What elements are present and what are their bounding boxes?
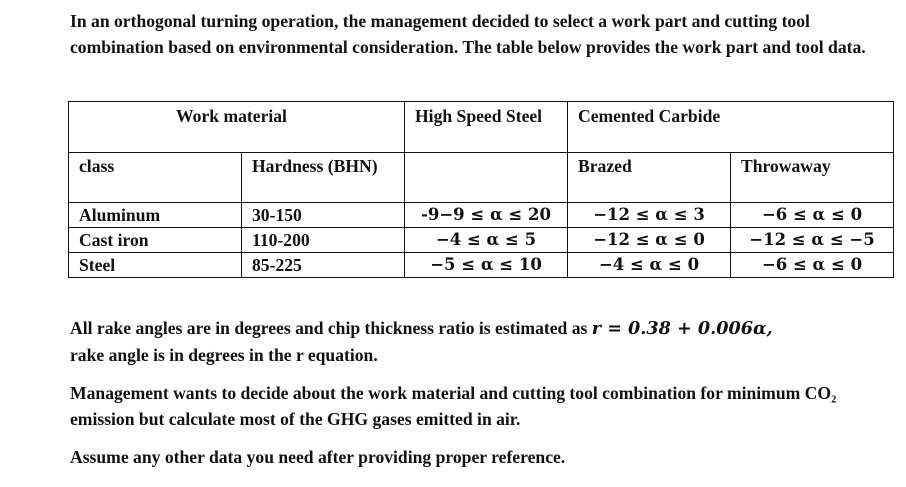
rake-note-text-2: rake angle is in degrees in the r equation. [70,345,378,365]
table-subheader-row [69,153,894,203]
assumption-note: Assume any other data you need after providing proper reference. [70,447,566,467]
throwaway-range-cell: −12 ≤ α ≤ −5 [731,228,894,253]
rake-note-text: All rake angles are in degrees and chip thickness ratio is estimated as [70,318,592,338]
work-material-header: Work material [69,102,405,153]
chip-ratio-equation: r = 0.38 + 0.006α, [591,318,773,339]
class-cell: Aluminum [69,203,242,228]
table-row [69,228,894,253]
hss-range-cell: −4 ≤ α ≤ 5 [405,228,568,253]
hss-range-cell: -9−9 ≤ α ≤ 20 [405,203,568,228]
empty-cell [405,153,568,203]
brazed-header: Brazed [568,153,731,203]
table-row [69,203,894,228]
intro-paragraph: In an orthogonal turning operation, the management decided to select a work part and cutting tool combination based on environmental consideration. The table below provides the work part and tool data. [70,11,866,57]
table-row [69,253,894,278]
tool-data-table [68,101,894,278]
brazed-range-cell: −12 ≤ α ≤ 3 [568,203,731,228]
hardness-cell: 110-200 [242,228,405,253]
table-header-row [69,102,894,153]
class-cell: Steel [69,253,242,278]
class-cell: Cast iron [69,228,242,253]
hardness-cell: 30-150 [242,203,405,228]
hss-header: High Speed Steel [405,102,568,153]
hss-range-cell: −5 ≤ α ≤ 10 [405,253,568,278]
cemented-carbide-header: Cemented Carbide [568,102,894,153]
brazed-range-cell: −12 ≤ α ≤ 0 [568,228,731,253]
management-paragraph: Management wants to decide about the work material and cutting tool combination for minimum CO₂ emission but calculate most of the GHG gases emitted in air. [70,383,837,429]
hardness-cell: 85-225 [242,253,405,278]
throwaway-range-cell: −6 ≤ α ≤ 0 [731,253,894,278]
class-header: class [69,153,242,203]
throwaway-header: Throwaway [731,153,894,203]
throwaway-range-cell: −6 ≤ α ≤ 0 [731,203,894,228]
brazed-range-cell: −4 ≤ α ≤ 0 [568,253,731,278]
hardness-header: Hardness (BHN) [242,153,405,203]
rake-angle-note [70,315,880,368]
